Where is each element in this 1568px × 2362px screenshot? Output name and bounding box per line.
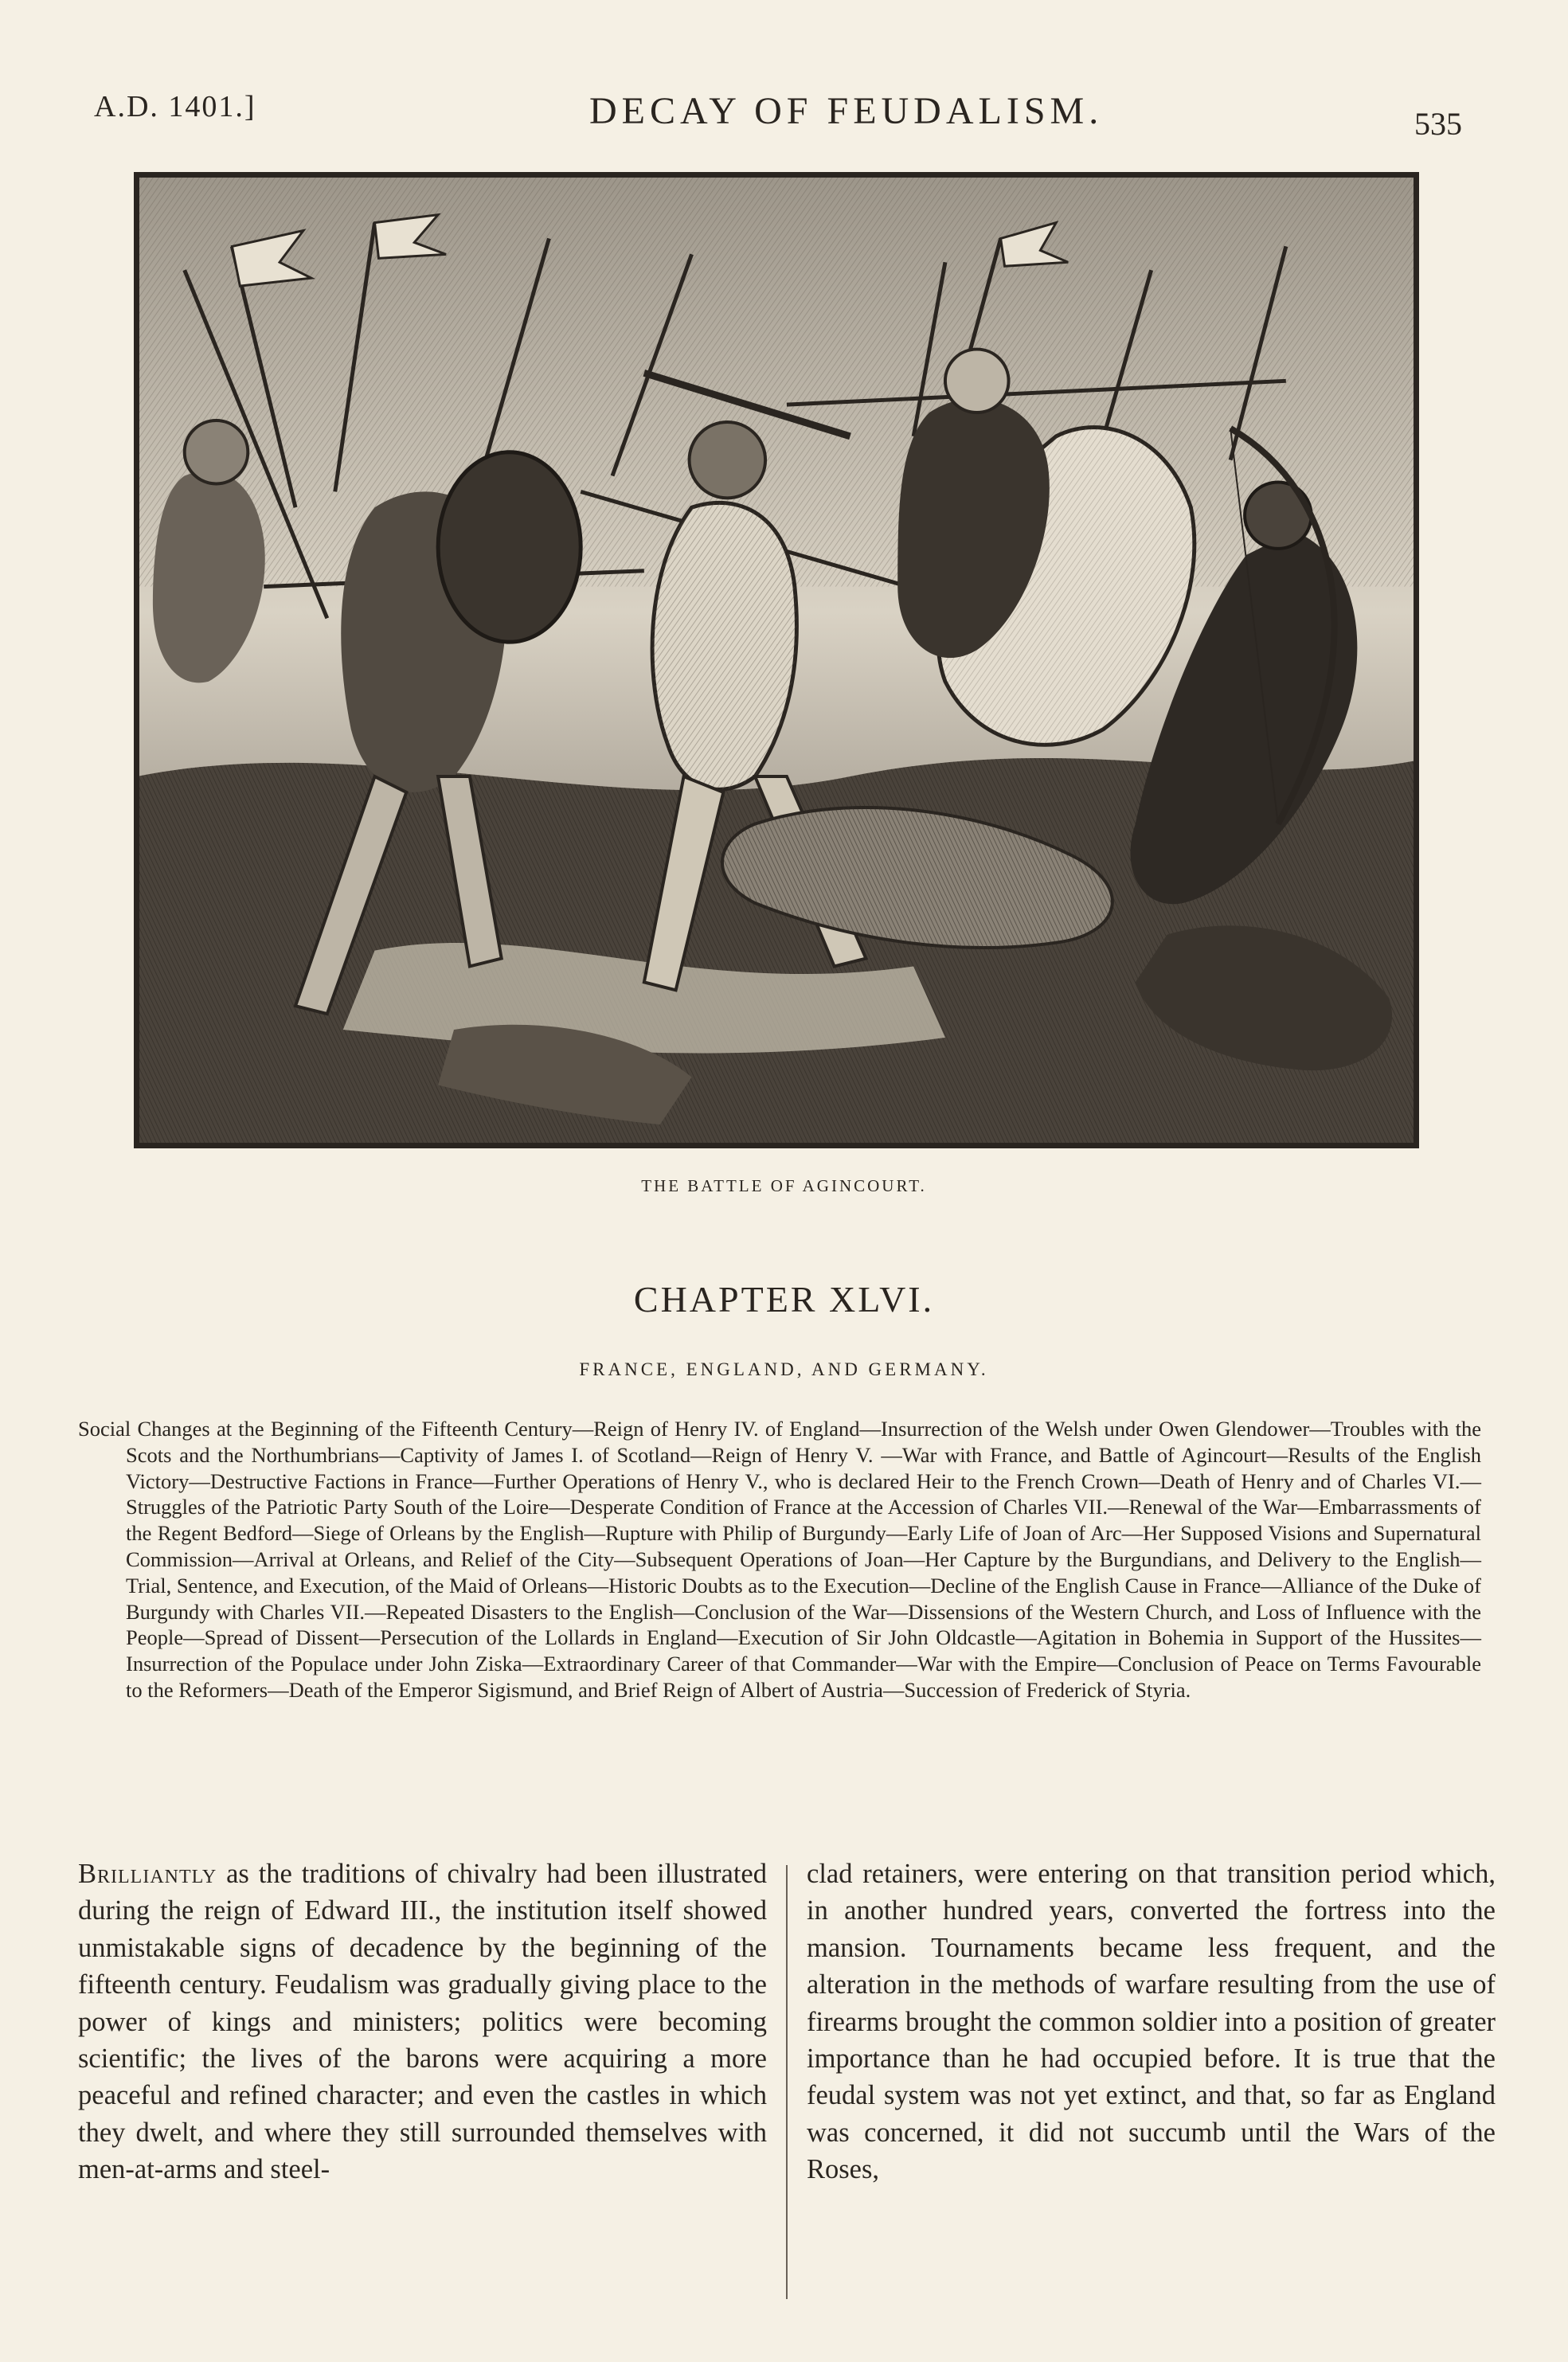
right-column-text: clad retainers, were entering on that transition period which, in another hundred years, converted the fortress into the mansion. Tournaments became less frequent, and the alteration in the methods of warfare resulting from the use of firearms brought the common soldier into a position of greater importance than he had occupied before. It is true that the feudal system was not yet extinct, and that, so far as England was concerned, it did not succumb until the Wars of the Roses, bbox=[807, 1859, 1496, 2185]
chapter-number: CHAPTER XLVI. bbox=[633, 1279, 935, 1320]
running-header-title: DECAY OF FEUDALISM. bbox=[589, 90, 1104, 132]
battle-engraving bbox=[134, 172, 1419, 1148]
body-column-left bbox=[78, 1856, 767, 2317]
chapter-subtitle: FRANCE, ENGLAND, AND GERMANY. bbox=[579, 1359, 989, 1379]
opening-word: Brilliantly bbox=[78, 1859, 217, 1889]
page-number: 535 bbox=[1414, 106, 1462, 142]
illustration-caption: THE BATTLE OF AGINCOURT. bbox=[641, 1176, 927, 1195]
left-column-text: as the traditions of chivalry had been illustrated during the reign of Edward III., the institution itself showed unmistakable signs of decadence by the beginning of the fifteenth century. Feudalism was gradually giving place to the power of kings and ministers; politics were becoming scientific; the lives of the barons were acquiring a more peaceful and refined character; and even the castles in which they dwelt, and where they still surrounded themselves with men-at-arms and steel- bbox=[78, 1859, 767, 2185]
body-column-right bbox=[807, 1856, 1496, 2317]
column-divider bbox=[786, 1865, 788, 2299]
running-header-date: A.D. 1401.] bbox=[94, 90, 256, 123]
chapter-synopsis: Social Changes at the Beginning of the Fifteenth Century—Reign of Henry IV. of England—Insurrection of the Welsh under Owen Glendower—Troubles with the Scots and the Northumbrians—Captivity of James I. of Scotland—Reign of Henry V. —War with France, and Battle of Agincourt—Results of the English Victory—Destructive Factions in France—Further Operations of Henry V., who is declared Heir to the French Crown—Death of Henry and of Charles VI.—Struggles of the Patriotic Party South of the Loire—Desperate Condition of France at the Accession of Charles VII.—Renewal of the War—Embarrassments of the Regent Bedford—Siege of Orleans by the English—Rupture with Philip of Burgundy—Early Life of Joan of Arc—Her Supposed Visions and Supernatural Commission—Arrival at Orleans, and Relief of the City—Subsequent Operations of Joan—Her Capture by the Burgundians, and Delivery to the English—Trial, Sentence, and Execution, of the Maid of Orleans—Historic Doubts as to the Execution—Decline of the English Cause in France—Alliance of the Duke of Burgundy with Charles VII.—Repeated Disasters to the English—Conclusion of the War—Dissensions of the Western Church, and Loss of Influence with the People—Spread of Dissent—Persecution of the Lollards in England—Execution of Sir John Oldcastle—Agitation in Bohemia in Support of the Hussites—Insurrection of the Populace under John Ziska—Extraordinary Career of that Commander—War with the Empire—Conclusion of Peace on Terms Favourable to the Reformers—Death of the Emperor Sigismund, and Brief Reign of Albert of Austria—Succession of Frederick of Styria. bbox=[78, 1417, 1481, 1702]
engraving-artwork bbox=[137, 175, 1416, 1145]
